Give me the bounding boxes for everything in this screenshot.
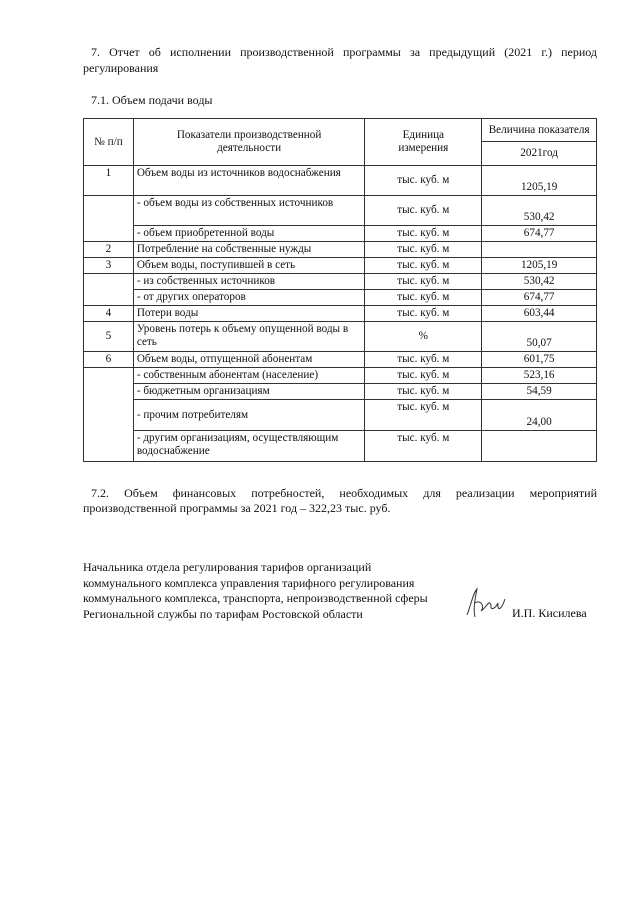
row-value: 530,42: [482, 274, 597, 290]
table-row: [84, 322, 597, 352]
table-row: [84, 384, 597, 400]
row-unit: тыс. куб. м: [365, 290, 482, 306]
water-supply-table: [83, 118, 597, 462]
handwritten-signature: [463, 585, 508, 623]
table-row: [84, 290, 597, 306]
row-value: 24,00: [482, 400, 597, 431]
row-name: Объем воды, отпущенной абонентам: [133, 352, 365, 368]
row-name: - из собственных источников: [133, 274, 365, 290]
row-value: 54,59: [482, 384, 597, 400]
row-unit: тыс. куб. м: [365, 306, 482, 322]
row-name: Объем воды, поступившей в сеть: [133, 258, 365, 274]
row-unit: тыс. куб. м: [365, 226, 482, 242]
row-num-empty: [84, 196, 134, 242]
row-name: Потери воды: [133, 306, 365, 322]
row-num-empty: [84, 274, 134, 306]
header-num: № п/п: [84, 119, 134, 166]
signatory-title-line: коммунального комплекса, транспорта, непроизводственной сферы: [83, 591, 428, 605]
row-num-empty: [84, 368, 134, 462]
row-value: 530,42: [482, 196, 597, 226]
row-unit: тыс. куб. м: [365, 384, 482, 400]
row-value: 1205,19: [482, 166, 597, 196]
header-unit: Единица измерения: [365, 119, 482, 166]
row-unit: %: [365, 322, 482, 352]
row-num: 5: [84, 322, 134, 352]
table-row: [84, 306, 597, 322]
row-name: - собственным абонентам (население): [133, 368, 365, 384]
signatory-name: И.П. Кисилева: [512, 606, 587, 620]
row-value: [482, 242, 597, 258]
row-name: Потребление на собственные нужды: [133, 242, 365, 258]
signatory-title-line: Начальника отдела регулирования тарифов организаций: [83, 560, 372, 574]
row-num: 2: [84, 242, 134, 258]
row-value: 50,07: [482, 322, 597, 352]
table-row: [84, 400, 597, 431]
row-unit: тыс. куб. м: [365, 352, 482, 368]
row-unit: тыс. куб. м: [365, 196, 482, 226]
row-name: - бюджетным организациям: [133, 384, 365, 400]
row-value: 674,77: [482, 290, 597, 306]
table-row: [84, 226, 597, 242]
row-num: 6: [84, 352, 134, 368]
header-year: 2021год: [482, 142, 597, 166]
financial-needs-line1: 7.2. Объем финансовых потребностей, необходимых для реализации мероприятий: [91, 486, 597, 500]
row-name: Объем воды из источников водоснабжения: [133, 166, 365, 196]
row-value: 601,75: [482, 352, 597, 368]
header-value: Величина показателя: [482, 119, 597, 142]
table-row: [84, 274, 597, 290]
row-value: 674,77: [482, 226, 597, 242]
signatory-title: [83, 560, 428, 622]
signatory-title-line: Региональной службы по тарифам Ростовской области: [83, 606, 363, 621]
row-unit: тыс. куб. м: [365, 274, 482, 290]
table-row: [84, 431, 597, 462]
row-name: - объем приобретенной воды: [133, 226, 365, 242]
row-value: [482, 431, 597, 462]
table-row: [84, 166, 597, 196]
row-name: - объем воды из собственных источников: [133, 196, 365, 226]
row-value: 1205,19: [482, 258, 597, 274]
section-heading-cont: регулирования: [83, 61, 159, 75]
section-heading: 7. Отчет об исполнении производственной программы за предыдущий (2021 г.) период: [91, 45, 597, 59]
row-name: - от других операторов: [133, 290, 365, 306]
row-unit: тыс. куб. м: [365, 400, 482, 431]
row-unit: тыс. куб. м: [365, 258, 482, 274]
row-unit: тыс. куб. м: [365, 242, 482, 258]
row-unit: тыс. куб. м: [365, 166, 482, 196]
row-unit: тыс. куб. м: [365, 431, 482, 462]
row-num: 3: [84, 258, 134, 274]
row-name: Уровень потерь к объему опущенной воды в сеть: [133, 322, 365, 352]
row-value: 523,16: [482, 368, 597, 384]
signatory-title-line: коммунального комплекса управления тарифного регулирования: [83, 575, 415, 590]
table-row: [84, 196, 597, 226]
table-row: [84, 242, 597, 258]
table-row: [84, 368, 597, 384]
table-row: [84, 258, 597, 274]
row-num: 4: [84, 306, 134, 322]
row-unit: тыс. куб. м: [365, 368, 482, 384]
row-num: 1: [84, 166, 134, 196]
table-row: [84, 352, 597, 368]
header-indicator: Показатели производственной деятельности: [133, 119, 365, 166]
financial-needs-line2: производственной программы за 2021 год – 322,23 тыс. руб.: [83, 501, 391, 515]
subsection-heading: 7.1. Объем подачи воды: [91, 93, 213, 107]
row-name: - прочим потребителям: [133, 400, 365, 431]
row-value: 603,44: [482, 306, 597, 322]
row-name: - другим организациям, осуществляющим водоснабжение: [133, 431, 365, 462]
